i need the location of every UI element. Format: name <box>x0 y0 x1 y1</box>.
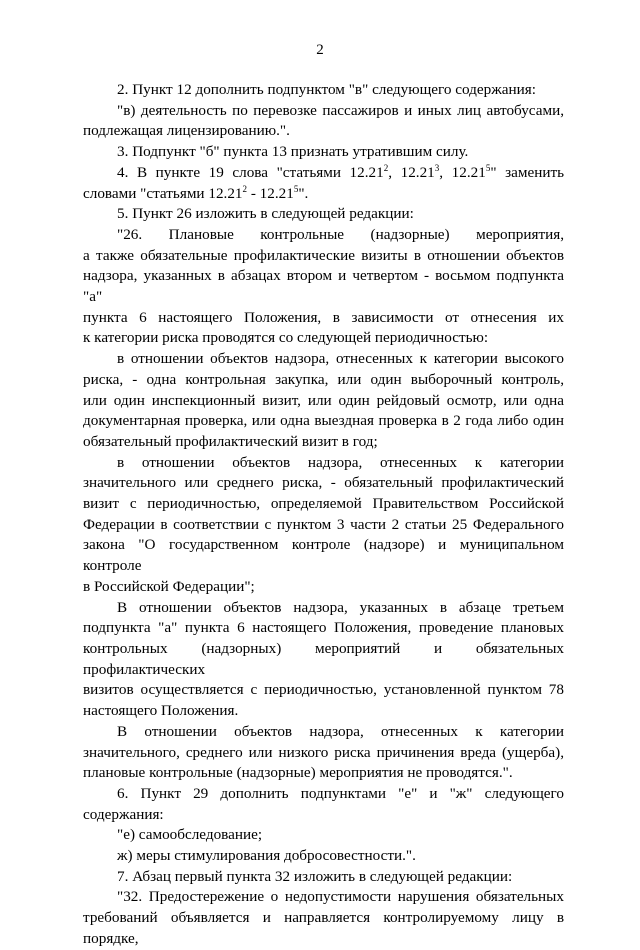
text-line: в Российской Федерации"; <box>83 577 255 595</box>
text-line: настоящего Положения. <box>83 702 239 720</box>
text-line: обязательный профилактический визит в год; <box>83 432 378 450</box>
text-line: 5. Пункт 26 изложить в следующей редакции: <box>117 205 414 223</box>
text-line: риска, - одна контрольная закупка, или один выборочный контроль, <box>83 370 564 388</box>
text-line: плановые контрольные (надзорные) мероприятия не проводятся.". <box>83 764 513 782</box>
text-line: 3. Подпункт "б" пункта 13 признать утратившим силу. <box>117 143 469 161</box>
paragraph-p1 <box>83 80 564 101</box>
text-line: 6. Пункт 29 дополнить подпунктами "е" и "ж" следующего <box>117 784 564 802</box>
paragraph-p11 <box>83 784 564 825</box>
text-line: закона "О государственном контроле (надзоре) и муниципальном контроле <box>83 536 564 575</box>
paragraph-p15 <box>83 887 564 949</box>
paragraph-p12 <box>83 825 564 846</box>
text-line: контрольных (надзорных) мероприятий и обязательных профилактических <box>83 639 564 678</box>
document-body <box>83 80 564 950</box>
paragraph-p9 <box>83 598 564 722</box>
text-line: значительного или среднего риска, - обязательный профилактический <box>83 474 564 492</box>
paragraph-p6 <box>83 225 564 349</box>
paragraph-p2 <box>83 101 564 142</box>
text-line: Федерации в соответствии с пунктом 3 части 2 статьи 25 Федерального <box>83 515 564 533</box>
text-line: требований объявляется и направляется контролируемому лицу в порядке, <box>83 909 564 947</box>
text-line: визит с периодичностью, определяемой Правительством Российской <box>83 495 564 513</box>
page-number: 2 <box>316 42 324 58</box>
text-line: В отношении объектов надзора, указанных в абзаце третьем <box>117 598 564 616</box>
text-line: пункта 6 настоящего Положения, в зависимости от отнесения их <box>83 308 564 326</box>
paragraph-p4 <box>83 163 564 204</box>
text-line: в отношении объектов надзора, отнесенных к категории высокого <box>117 350 564 368</box>
paragraph-p10 <box>83 722 564 784</box>
text-line: а также обязательные профилактические визиты в отношении объектов <box>83 246 564 264</box>
paragraph-p8 <box>83 453 564 598</box>
text-line: 2. Пункт 12 дополнить подпунктом "в" следующего содержания: <box>117 81 536 98</box>
paragraph-p3 <box>83 142 564 163</box>
text-line: ж) меры стимулирования добросовестности.". <box>117 847 416 865</box>
text-line: визитов осуществляется с периодичностью, установленной пунктом 78 <box>83 681 564 699</box>
text-line: "32. Предостережение о недопустимости нарушения обязательных <box>117 888 564 906</box>
text-line: словами "статьями 12.21$^2$ - 12.21$^5$". <box>83 183 309 202</box>
text-line: "в) деятельность по перевозке пассажиров и иных лиц автобусами, <box>117 101 564 119</box>
paragraph-p13 <box>83 846 564 867</box>
text-line: документарная проверка, или одна выездная проверка в 2 года либо один <box>83 412 564 430</box>
text-line: подпункта "а" пункта 6 настоящего Положения, проведение плановых <box>83 619 564 637</box>
text-line: в отношении объектов надзора, отнесенных к категории <box>117 453 564 471</box>
text-line: В отношении объектов надзора, отнесенных к категории <box>117 722 564 740</box>
text-line: 7. Абзац первый пункта 32 изложить в следующей редакции: <box>117 867 513 885</box>
paragraph-p5 <box>83 204 564 225</box>
paragraph-p14 <box>83 867 564 888</box>
text-line: "е) самообследование; <box>117 826 263 844</box>
text-line: к категории риска проводятся со следующей периодичностью: <box>83 329 489 347</box>
text-line: значительного, среднего или низкого риска причинения вреда (ущерба), <box>83 743 564 761</box>
text-line: или один инспекционный визит, или один рейдовый осмотр, или одна <box>83 391 564 409</box>
text-line: надзора, указанных в абзацах втором и четвертом - восьмом подпункта "а" <box>83 267 564 306</box>
text-line: содержания: <box>83 805 164 823</box>
text-line: подлежащая лицензированию.". <box>83 122 290 140</box>
text-line: 4. В пункте 19 слова "статьями 12.21$^2$, 12.21$^3$, 12.21$^5$" заменить <box>117 162 565 181</box>
paragraph-p7 <box>83 349 564 453</box>
text-line: "26. Плановые контрольные (надзорные) мероприятия, <box>117 225 564 243</box>
